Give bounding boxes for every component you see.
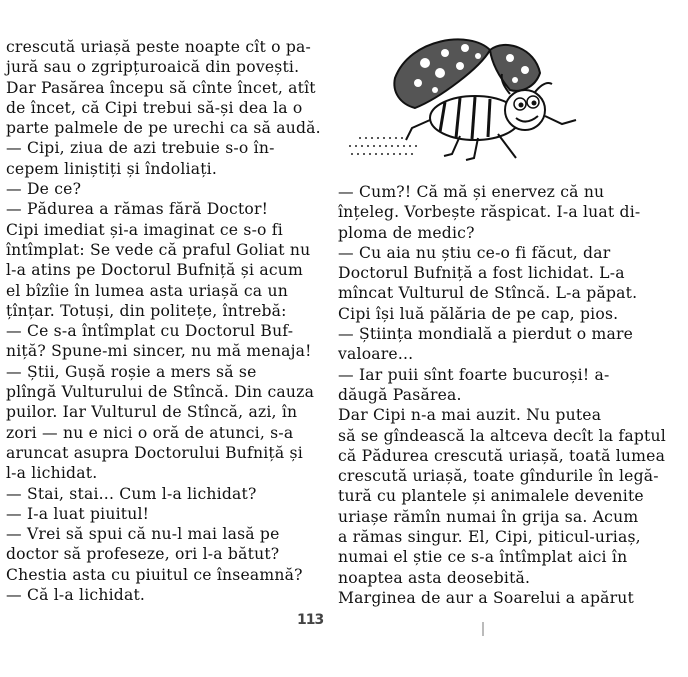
- text-line: — Știi, Gușă roșie a mers să se: [6, 362, 257, 381]
- left-text-column: [6, 37, 321, 605]
- text-line: ploma de medic?: [338, 223, 475, 242]
- text-line: valoare...: [338, 345, 414, 364]
- text-line: — Iar puii sînt foarte bucuroși! a-: [338, 365, 610, 384]
- margin-mark: [482, 622, 484, 636]
- text-line: numai el știe ce s-a întîmplat aici în: [338, 548, 628, 567]
- text-line: Cipi imediat și-a imaginat ce s-o fi: [6, 220, 283, 239]
- text-line: întîmplat: Se vede că praful Goliat nu: [6, 240, 311, 259]
- text-line: — Cipi, ziua de azi trebuie s-o în-: [6, 139, 275, 158]
- page-number: 113: [297, 612, 324, 628]
- text-line: cepem liniștiți și îndoliați.: [6, 159, 218, 178]
- text-line: — Vrei să spui că nu-l mai lasă pe: [6, 525, 280, 544]
- text-line: Marginea de aur a Soarelui a apărut: [338, 588, 635, 607]
- text-line: crescută uriașă, toate gîndurile în legă-: [338, 467, 659, 486]
- text-line: — Stai, stai... Cum l-a lichidat?: [6, 484, 257, 503]
- text-line: — De ce?: [6, 180, 82, 199]
- text-line: el bîzîie în lumea asta uriașă ca un: [6, 281, 288, 300]
- text-line: puilor. Iar Vulturul de Stîncă, azi, în: [6, 403, 298, 422]
- text-line: Dar Cipi n-a mai auzit. Nu putea: [338, 406, 602, 425]
- text-line: plîngă Vulturului de Stîncă. Din cauza: [6, 383, 315, 402]
- text-line: doctor să profeseze, ori l-a bătut?: [6, 545, 280, 564]
- text-line: — I-a luat piuitul!: [6, 504, 150, 523]
- text-line: a rămas singur. El, Cipi, piticul-uriaș,: [338, 528, 641, 547]
- text-line: Doctorul Bufniță a fost lichidat. L-a: [338, 264, 625, 283]
- text-line: crescută uriașă peste noapte cît o pa-: [6, 38, 312, 56]
- text-line: de încet, că Cipi trebui să-și dea la o: [6, 98, 303, 117]
- text-line: că Pădurea crescută uriașă, toată lumea: [338, 446, 666, 465]
- text-line: tură cu plantele și animalele devenite: [338, 487, 644, 506]
- text-line: — Ce s-a întîmplat cu Doctorul Buf-: [6, 322, 294, 341]
- text-line: niță? Spune-mi sincer, nu mă menaja!: [6, 342, 312, 361]
- text-line: Chestia asta cu piuitul ce înseamnă?: [6, 565, 303, 584]
- text-line: Dar Pasărea începu să cînte încet, atît: [6, 78, 316, 97]
- text-line: țînțar. Totuși, din politețe, întrebă:: [6, 301, 287, 320]
- text-line: l-a lichidat.: [6, 464, 98, 483]
- text-line: aruncat asupra Doctorului Bufniță și: [6, 443, 303, 462]
- text-line: — Cu aia nu știu ce-o fi făcut, dar: [338, 243, 611, 262]
- text-line: — Că l-a lichidat.: [6, 586, 146, 605]
- text-line: jură sau o zgripțuroaică din povești.: [6, 58, 300, 77]
- flying-ladybug-icon: [340, 28, 590, 168]
- text-line: uriașe rămîn numai în grija sa. Acum: [338, 507, 639, 526]
- text-line: Cipi își luă pălăria de pe cap, pios.: [338, 304, 619, 323]
- text-line: noaptea asta deosebită.: [338, 568, 531, 587]
- text-line: dăugă Pasărea.: [338, 385, 462, 404]
- text-line: — Cum?! Că mă și enervez că nu: [338, 183, 605, 201]
- text-line: — Pădurea a rămas fără Doctor!: [6, 200, 269, 219]
- text-line: zori — nu e nici o oră de atunci, s-a: [6, 423, 294, 442]
- text-line: l-a atins pe Doctorul Bufniță și acum: [6, 261, 303, 280]
- text-line: mîncat Vulturul de Stîncă. L-a păpat.: [338, 284, 638, 303]
- right-text-column: [338, 182, 666, 608]
- text-line: — Știința mondială a pierdut o mare: [338, 325, 634, 344]
- text-line: să se gîndească la altceva decît la faptul: [338, 426, 666, 445]
- text-line: parte palmele de pe urechi ca să audă.: [6, 119, 321, 138]
- text-line: înțeleg. Vorbește răspicat. I-a luat di-: [338, 203, 641, 222]
